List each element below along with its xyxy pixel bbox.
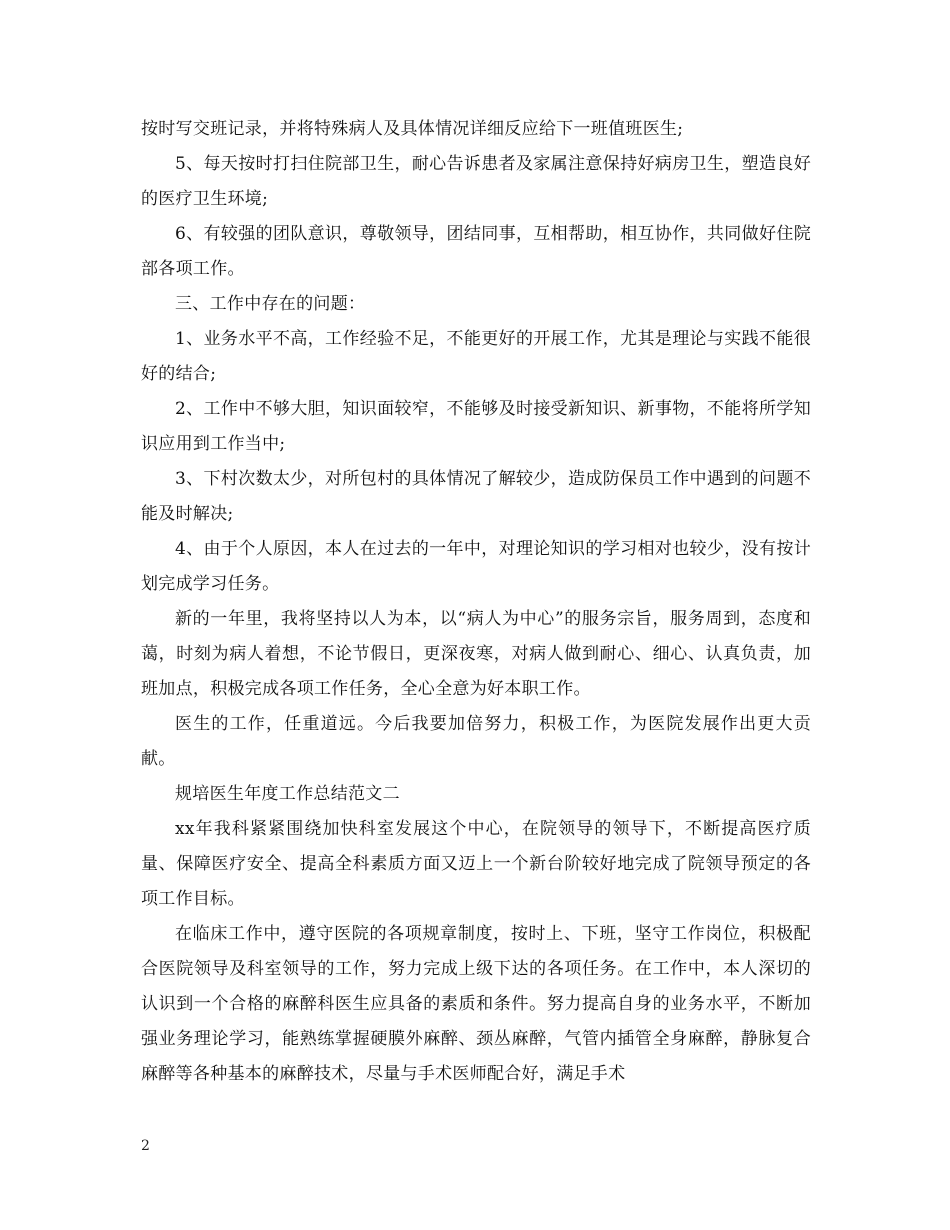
page-number: 2 xyxy=(141,1138,150,1154)
paragraph: 1、业务水平不高，工作经验不足，不能更好的开展工作，尤其是理论与实践不能很好的结合; xyxy=(141,329,811,384)
paragraph: 5、每天按时打扫住院部卫生，耐心告诉患者及家属注意保持好病房卫生，塑造良好的医疗卫生环境; xyxy=(141,154,811,209)
paragraph: xx年我科紧紧围绕加快科室发展这个中心，在院领导的领导下，不断提高医疗质量、保障医疗安全、提高全科素质方面又迈上一个新台阶较好地完成了院领导预定的各项工作目标。 xyxy=(141,819,811,909)
paragraph: 按时写交班记录，并将特殊病人及具体情况详细反应给下一班值班医生; xyxy=(141,119,684,139)
paragraph: 在临床工作中，遵守医院的各项规章制度，按时上、下班，坚守工作岗位，积极配合医院领导及科室领导的工作，努力完成上级下达的各项任务。在工作中，本人深切的认识到一个合格的麻醉科医生应具备的素质和条件。努力提高自身的业务水平，不断加强业务理论学习，能熟练掌握硬膜外麻醉、颈丛麻醉，气管内插管全身麻醉，静脉复合麻醉等各种基本的麻醉技术，尽量与手术医师配合好，满足手术 xyxy=(141,924,811,1084)
paragraph: 3、下村次数太少，对所包村的具体情况了解较少，造成防保员工作中遇到的问题不能及时解决; xyxy=(141,469,811,524)
paragraph: 2、工作中不够大胆，知识面较窄，不能够及时接受新知识、新事物，不能将所学知识应用到工作当中; xyxy=(141,399,811,454)
paragraph: 6、有较强的团队意识，尊敬领导，团结同事，互相帮助，相互协作，共同做好住院部各项工作。 xyxy=(141,224,811,279)
paragraph: 医生的工作，任重道远。今后我要加倍努力，积极工作，为医院发展作出更大贡献。 xyxy=(141,714,811,769)
paragraph: 4、由于个人原因，本人在过去的一年中，对理论知识的学习相对也较少，没有按计划完成学习任务。 xyxy=(141,539,811,594)
section-heading: 三、工作中存在的问题： xyxy=(175,294,366,314)
paragraph: 新的一年里，我将坚持以人为本，以“病人为中心”的服务宗旨，服务周到，态度和蔼，时刻为病人着想，不论节假日，更深夜寒，对病人做到耐心、细心、认真负责，加班加点，积极完成各项工作任务，全心全意为好本职工作。 xyxy=(141,609,811,699)
section-title: 规培医生年度工作总结范文二 xyxy=(175,784,400,804)
document-body xyxy=(141,112,811,1092)
